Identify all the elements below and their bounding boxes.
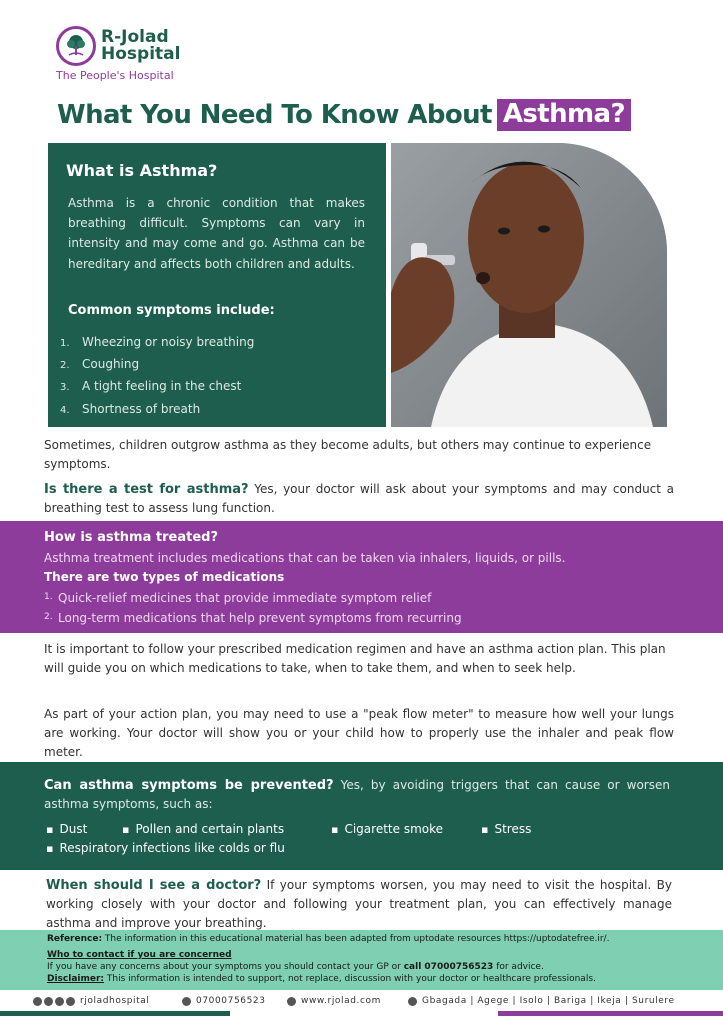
- prevention-body: Yes, by avoiding triggers that can cause or worsen asthma symptoms, such as:: [44, 778, 670, 811]
- medication-list: [44, 588, 462, 628]
- website-link[interactable]: [287, 996, 381, 1006]
- doctor-lead: When should I see a doctor?: [46, 878, 262, 893]
- doctor-body: If your symptoms worsen, you may need to visit the hospital. By working closely with your doctor and following your treatment plan, you can effectively manage asthma and improve your breathing.: [46, 878, 672, 930]
- reference-text: The information in this educational material has been adapted from uptodate resources https://uptodatefree.ir/.: [104, 934, 610, 944]
- facebook-icon: [55, 997, 64, 1006]
- website-text: www.rjolad.com: [301, 996, 382, 1006]
- disclaimer-line: [47, 974, 596, 984]
- test-body: Yes, your doctor will ask about your symptoms and may conduct a breathing test to assess lung function.: [44, 482, 674, 515]
- instagram-icon: [33, 997, 42, 1006]
- list-item: [60, 376, 254, 398]
- disclaimer-text: This information is intended to support, not replace, discussion with your doctor or healthcare professionals.: [106, 974, 596, 984]
- list-text: Long-term medications that help prevent symptoms from recurring: [58, 611, 462, 625]
- hospital-name: [101, 29, 180, 63]
- footer-bar-green: [0, 1011, 230, 1016]
- reference-band: [0, 930, 723, 990]
- what-heading: What is Asthma?: [66, 161, 218, 180]
- list-text: A tight feeling in the chest: [82, 379, 242, 394]
- footer-color-bar: [0, 1011, 723, 1016]
- contact-line: [47, 962, 544, 972]
- list-number: 1.: [60, 338, 70, 349]
- contact-heading: [47, 950, 232, 960]
- list-text: Coughing: [82, 357, 140, 372]
- treatment-heading: How is asthma treated?: [44, 530, 218, 545]
- hospital-name-line1: R-Jolad: [101, 27, 169, 47]
- list-number: 2.: [44, 612, 53, 622]
- peak-flow-paragraph: As part of your action plan, you may need to use a "peak flow meter" to measure how well your lungs are working. Your doctor will show you or your child how to properly use the inhaler and peak flow meter.: [44, 707, 674, 759]
- social-handles[interactable]: [33, 996, 150, 1006]
- treatment-band: [0, 521, 723, 633]
- symptoms-heading: Common symptoms include:: [68, 303, 275, 318]
- outgrow-paragraph: Sometimes, children outgrow asthma as they become adults, but others may continue to experience symptoms.: [44, 438, 652, 471]
- phone-contact[interactable]: [182, 996, 266, 1006]
- whatsapp-icon: [182, 997, 191, 1006]
- trigger-item: ▪ Respiratory infections like colds or flu: [46, 841, 285, 855]
- what-is-asthma-panel: [48, 143, 386, 427]
- what-body: Asthma is a chronic condition that makes breathing difficult. Symptoms can vary in intensity and may come and go. Asthma can be hereditary and affects both children and adults.: [68, 196, 365, 271]
- test-paragraph: [44, 480, 674, 518]
- man-with-inhaler-photo: [391, 143, 667, 427]
- list-number: 1.: [44, 592, 53, 602]
- reference-line: [47, 934, 609, 944]
- hospital-name-line2: Hospital: [101, 44, 181, 64]
- disclaimer-label: Disclaimer:: [47, 974, 105, 984]
- list-item: [60, 354, 254, 376]
- list-item: [44, 588, 462, 608]
- list-text: Shortness of breath: [82, 401, 201, 416]
- locations-text: Gbagada | Agege | Isolo | Bariga | Ikeja | Surulere: [422, 996, 675, 1006]
- list-number: 3.: [60, 382, 70, 394]
- footer-bar-purple: [498, 1011, 723, 1016]
- prevention-paragraph: [44, 776, 670, 814]
- footer-contacts: [0, 993, 723, 1011]
- title-main: What You Need To Know About: [57, 100, 492, 130]
- treatment-body: Asthma treatment includes medications that can be taken via inhalers, liquids, or pills.: [44, 551, 566, 565]
- contact-end: for advice.: [496, 962, 544, 972]
- list-item: [60, 332, 254, 354]
- see-doctor-paragraph: [46, 876, 672, 933]
- trigger-item: ▪ Stress: [481, 822, 531, 836]
- list-number: 4.: [60, 404, 70, 416]
- page-title: [57, 96, 631, 134]
- location-pin-icon: [408, 997, 417, 1006]
- contact-call: call 07000756523: [403, 962, 494, 972]
- hospital-logo: [56, 26, 180, 66]
- trigger-item: ▪ Pollen and certain plants: [122, 822, 284, 836]
- tree-logo-icon: [56, 26, 96, 66]
- prevention-band: [0, 762, 723, 870]
- list-number: 2.: [60, 360, 70, 372]
- treatment-subheading: There are two types of medications: [44, 570, 285, 584]
- list-text: Quick-relief medicines that provide immediate symptom relief: [58, 591, 432, 605]
- test-lead: Is there a test for asthma?: [44, 482, 249, 497]
- contact-text: If you have any concerns about your symptoms you should contact your GP or: [47, 962, 401, 972]
- list-item: [44, 608, 462, 628]
- twitter-icon: [44, 997, 53, 1006]
- phone-text: 07000756523: [196, 996, 266, 1006]
- title-highlight: Asthma?: [497, 99, 631, 131]
- list-item: [60, 399, 254, 421]
- list-text: Wheezing or noisy breathing: [82, 335, 255, 349]
- hospital-tagline: The People's Hospital: [56, 69, 174, 82]
- linkedin-icon: [66, 997, 75, 1006]
- reference-label: Reference:: [47, 934, 103, 944]
- trigger-item: ▪ Cigarette smoke: [331, 822, 443, 836]
- globe-icon: [287, 997, 296, 1006]
- contact-heading-text: Who to contact if you are concerned: [47, 950, 232, 960]
- prevention-lead: Can asthma symptoms be prevented?: [44, 778, 334, 793]
- social-handle-text: rjoladhospital: [80, 996, 150, 1006]
- locations: [408, 996, 675, 1006]
- trigger-item: ▪ Dust: [46, 822, 87, 836]
- symptoms-list: [60, 332, 254, 421]
- action-plan-paragraph: It is important to follow your prescribed medication regimen and have an asthma action plan. This plan will guide you on which medications to take, when to take them, and when to seek help.: [44, 642, 666, 675]
